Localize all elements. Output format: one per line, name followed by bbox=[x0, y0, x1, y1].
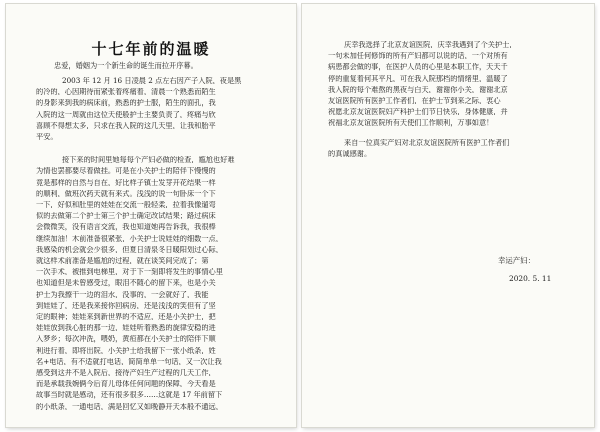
text-line: 到娃娃了，还是我来接你回病房，还是浅浅的笑但有了坚 bbox=[36, 301, 216, 309]
text-line: 一次手术，被推到电梯里，对于下一刻即将发生的事情心里 bbox=[36, 268, 223, 276]
text-line: 感受到这并不是入院后，接待产妇生产过程的几天工作， bbox=[36, 369, 216, 377]
text-line: 定的眼神；娃娃来到新世界的不适应，还是小关护士，把 bbox=[36, 313, 216, 321]
letter-date: 2020. 5. 11 bbox=[509, 274, 552, 283]
text-line: 入院的这一周就由这位天使般护士主要负责了，疼痛与欣 bbox=[36, 110, 216, 118]
text-line: 一下，好似和肚里的娃娃在交流一般轻柔，拉着我像遛弯 bbox=[36, 201, 216, 209]
text-line: 我入院的每个难熬的黑夜与白天，谢谢你小关，谢谢北京 bbox=[328, 85, 508, 93]
text-line: 庆幸我选择了北京友谊医院，庆幸我遇到了个关护士， bbox=[344, 41, 517, 49]
letter-subtitle: 忠爱，婚姻为一个新生命的诞生而拉开序幕。 bbox=[54, 61, 198, 70]
text-line: 似的去做第二个护士第三个护士确定改试结果；路过病床 bbox=[36, 212, 216, 220]
text-line: 接下来的时间里她每每个产妇必做的检查，尴尬也好难 bbox=[62, 156, 235, 164]
text-line: 名+电话，有不适就打电话，简简单单一句话，又一次让我 bbox=[36, 357, 222, 365]
text-line: 的身影来到我的病床前，熟悉的护士服，陌生的面孔，我 bbox=[36, 99, 216, 107]
text-line: 会微微笑，没有语言交流，我也知道她再告诉我，我很棒 bbox=[36, 223, 216, 231]
text-line: 祝愿北京友谊医院妇产科护士们节日快乐，身体健康，并 bbox=[328, 108, 508, 116]
text-line: 我感染的机会就会少很多，但夏日清泉冬日暖阳划过心际， bbox=[36, 245, 223, 253]
text-line: 的小纸条，一通电话，满是回忆又如晚静开天本般不通远， bbox=[36, 402, 223, 410]
text-line: 平安。 bbox=[36, 133, 58, 141]
text-line: 故事当时就是感动，还有很多很多……这就是 17 年前留下 bbox=[36, 391, 223, 399]
text-line: 入梦乡；每次冲洗，喂奶，黄疸都在小关护士的陪伴下顺 bbox=[36, 335, 216, 343]
text-line: 娃娃放到我心脏的那一边，娃娃听着熟悉的旋律安稳的进 bbox=[36, 324, 216, 332]
text-line: 祝福北京友谊医院所有天使们工作顺利，万事如意！ bbox=[328, 119, 494, 127]
text-line: 为情也罢都要尽着做挂。可是在小关护士的陪伴下慢慢的 bbox=[36, 167, 216, 175]
text-line: 的顺利，做班次药天就有来式。浅浅的说一句卧床一个下 bbox=[36, 189, 216, 197]
signature-label: 幸运产妇： bbox=[498, 256, 535, 265]
letter-page-left bbox=[6, 4, 296, 427]
text-line: 的真诚感谢。 bbox=[328, 149, 372, 157]
text-line: 护士为我擦干一边的泪水，没事的，一会就好了，我能 bbox=[36, 290, 209, 298]
text-line: 继续加油！木前准备很紧张，小关护士说娃娃的细数一点， bbox=[36, 234, 223, 242]
text-line: 一句未加任何修饰的所有产妇都可以说的话，一个对所有 bbox=[328, 52, 508, 60]
text-line: 来自一位真实产妇对北京友谊医院所有医护工作者们 bbox=[344, 138, 510, 146]
text-line: 喜顾不得想太多，只求在我入院的这几天里，让我和胎平 bbox=[36, 121, 216, 129]
text-line: 利进行着，即将出院，小关护士给我留下一张小纸条，姓 bbox=[36, 346, 216, 354]
text-line: 停的重复着何其平凡，可在我入院那档的情绪里，温暖了 bbox=[328, 74, 508, 82]
text-line: 2003 年 12 月 16 日凌晨 2 点左右因产子入院，夜是黑 bbox=[62, 77, 242, 85]
letter-title: 十七年前的温暖 bbox=[91, 40, 211, 58]
text-line: 友谊医院所有医护工作者们，在护士节到来之际，衷心 bbox=[328, 97, 501, 105]
text-line: 病患都会做的事，在医护人员的心里是本职工作，天天千 bbox=[328, 63, 508, 71]
text-line: 就这样术前准备是尴尬的过程，就在谈笑间完成了；第 bbox=[36, 257, 209, 265]
text-line: 竟是那样的自然与自在，好比样子镇士发芽开花结果一样 bbox=[36, 178, 216, 186]
text-line: 的冷的，心因期待而紧张着疼痛着，清晨一个熟悉而陌生 bbox=[36, 88, 216, 96]
text-line: 也知道但是未曾感受过，眼泪不随心的留下来，也是小关 bbox=[36, 279, 216, 287]
text-line: 而是承载我婉俩今后育儿母体任何问题的保障，今天看是 bbox=[36, 380, 216, 388]
letter-page-right bbox=[302, 4, 594, 427]
